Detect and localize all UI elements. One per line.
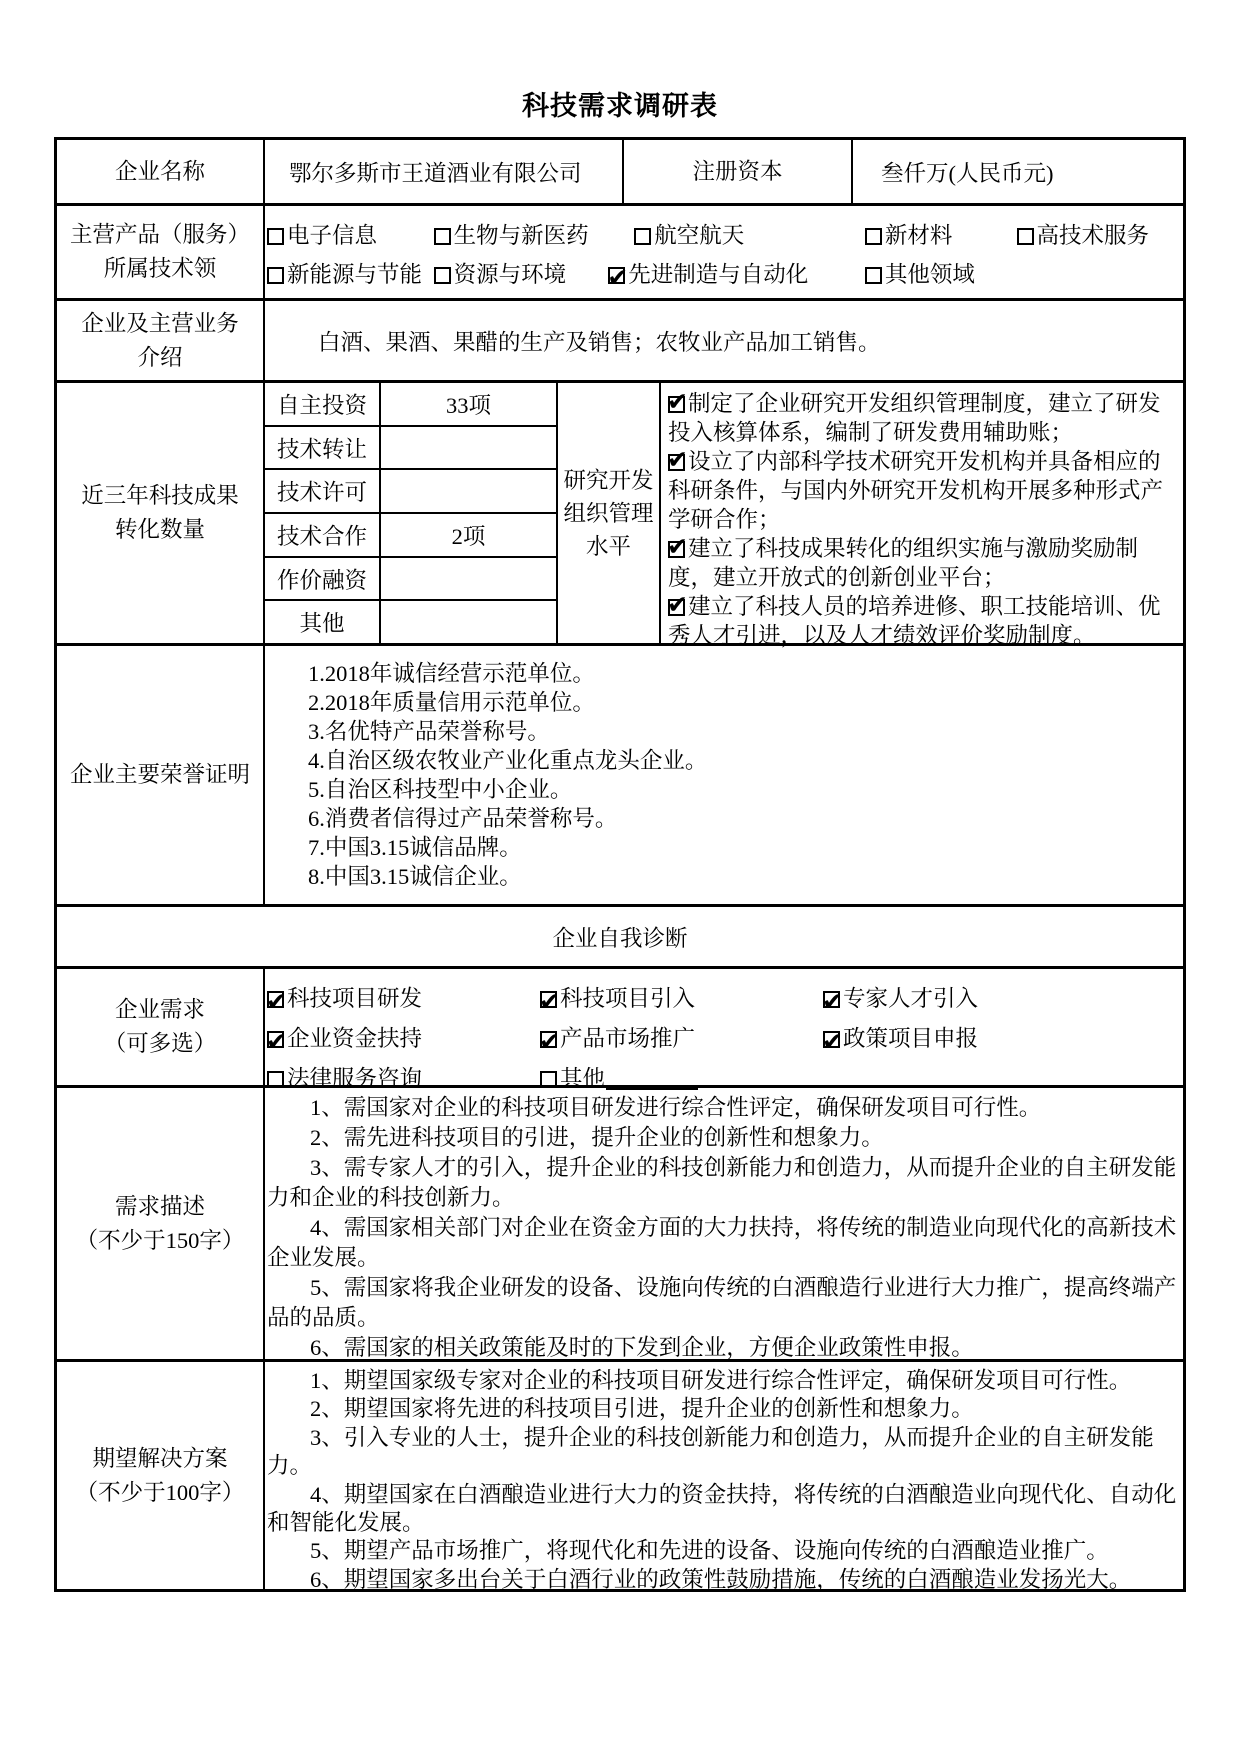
- conversion-type-label: 作价融资: [265, 558, 381, 600]
- checkbox-icon[interactable]: [540, 991, 557, 1008]
- checkbox-icon[interactable]: [267, 1071, 284, 1088]
- conversion-type-label: 技术许可: [265, 470, 381, 512]
- row-achievements: [57, 383, 1183, 646]
- honor-item: 7.中国3.15诚信品牌。: [308, 835, 522, 860]
- solution-paragraphs: [265, 1362, 1183, 1592]
- option-label: 高技术服务: [1036, 223, 1150, 248]
- row-self-diagnosis: [57, 907, 1183, 969]
- honor-item: 5.自治区科技型中小企业。: [308, 777, 573, 802]
- option-label: 产品市场推广: [560, 1026, 696, 1051]
- option-label: 新材料: [884, 223, 953, 248]
- honor-item: 8.中国3.15诚信企业。: [308, 864, 522, 889]
- self-diagnosis-header: 企业自我诊断: [552, 925, 688, 951]
- demand-paragraph: 2、需先进科技项目的引进，提升企业的创新性和想象力。: [310, 1125, 884, 1150]
- rd-management-label-line3: 水平: [585, 533, 631, 559]
- tech-field-option: [865, 216, 1011, 255]
- business-intro-label-line1: 企业及主营业务: [81, 310, 239, 336]
- tech-field-option: [434, 255, 603, 294]
- demand-label-line1: 需求描述: [114, 1193, 205, 1219]
- honors-label: 企业主要荣誉证明: [57, 646, 265, 904]
- needs-label-line2: （可多选）: [103, 1031, 217, 1056]
- option-label: 其他: [560, 1066, 606, 1091]
- solution-paragraph: 5、期望产品市场推广，将现代化和先进的设备、设施向传统的白酒酿造业推广。: [310, 1538, 1109, 1564]
- checkbox-icon[interactable]: [267, 991, 284, 1008]
- solution-label-line1: 期望解决方案: [92, 1445, 228, 1471]
- achievements-label-line1: 近三年科技成果: [81, 483, 239, 508]
- checkbox-icon[interactable]: [668, 396, 685, 413]
- option-label: 其他领域: [884, 262, 975, 287]
- conversion-type-label: 技术转让: [265, 427, 381, 469]
- rd-item-text: 设立了内部科学技术研究开发机构并具备相应的科研条件，与国内外研究开发机构开展多种形式产学研合作；: [668, 449, 1164, 532]
- rd-management-item: [668, 592, 1169, 650]
- needs-options-grid: [267, 979, 1183, 1099]
- rd-management-items: [661, 383, 1183, 648]
- survey-table: [54, 137, 1186, 1592]
- checkbox-icon[interactable]: [608, 267, 625, 284]
- needs-options: [265, 969, 1183, 1091]
- option-label: 航空航天: [654, 223, 745, 248]
- business-intro-label-line2: 介绍: [137, 344, 183, 370]
- business-intro-label: [57, 301, 265, 380]
- conversion-row: [265, 599, 556, 643]
- honors-list: [265, 646, 1183, 904]
- conversion-count-value: [381, 427, 556, 469]
- conversion-type-label: 技术合作: [265, 514, 381, 556]
- tech-field-label-line2: 所属技术领: [103, 256, 217, 281]
- conversion-subtable: [265, 383, 558, 643]
- honor-item: 6.消费者信得过产品荣誉称号。: [308, 806, 618, 831]
- checkbox-icon[interactable]: [634, 228, 651, 245]
- solution-paragraph: 4、期望国家在白酒酿造业进行大力的资金扶持，将传统的白酒酿造业向现代化、自动化和智能化发展。: [267, 1481, 1177, 1536]
- row-demand-description: [57, 1088, 1183, 1362]
- conversion-count-value: [381, 470, 556, 512]
- tech-field-options-row2: [267, 255, 1183, 294]
- conversion-type-label: 其他: [265, 601, 381, 643]
- tech-field-option: [267, 255, 428, 294]
- demand-label-line2: （不少于150字）: [75, 1227, 245, 1253]
- checkbox-icon[interactable]: [540, 1031, 557, 1048]
- business-intro-value: 白酒、果酒、果醋的生产及销售；农牧业产品加工销售。: [318, 329, 881, 355]
- tech-field-options-row1: [267, 216, 1183, 255]
- checkbox-icon[interactable]: [668, 599, 685, 616]
- demand-paragraph: 3、需专家人才的引入，提升企业的科技创新能力和创造力，从而提升企业的自主研发能力和企业的科技创新力。: [267, 1155, 1177, 1210]
- company-name-value: 鄂尔多斯市王道酒业有限公司: [265, 140, 624, 203]
- needs-label-line1: 企业需求: [114, 997, 205, 1022]
- registered-capital-value: 叁仟万(人民币元): [881, 160, 1054, 186]
- honor-item: 4.自治区级农牧业产业化重点龙头企业。: [308, 748, 708, 773]
- rd-management-label: [558, 383, 661, 643]
- solution-label: [57, 1362, 265, 1589]
- solution-paragraph: 6、期望国家多出台关于白酒行业的政策性鼓励措施，传统的白酒酿造业发扬光大。: [310, 1566, 1132, 1592]
- needs-option: [267, 979, 540, 1019]
- checkbox-icon[interactable]: [267, 1031, 284, 1048]
- demand-paragraph: 4、需国家相关部门对企业在资金方面的大力扶持，将传统的制造业向现代化的高新技术企业发展。: [267, 1215, 1177, 1270]
- needs-option: [823, 979, 1183, 1019]
- tech-field-option: [865, 255, 975, 294]
- option-label: 科技项目引入: [560, 986, 696, 1011]
- conversion-row: [265, 556, 556, 600]
- tech-field-label-line1: 主营产品（服务）: [69, 222, 250, 247]
- honor-item: 2.2018年质量信用示范单位。: [308, 690, 595, 715]
- checkbox-icon[interactable]: [540, 1071, 557, 1088]
- needs-option: [823, 1019, 1183, 1059]
- conversion-count-value: [381, 601, 556, 643]
- option-label: 生物与新医药: [453, 223, 589, 248]
- checkbox-icon[interactable]: [434, 228, 451, 245]
- achievements-label: [57, 383, 265, 643]
- needs-option: [540, 979, 823, 1019]
- row-business-intro: [57, 301, 1183, 383]
- tech-field-option: [434, 216, 629, 255]
- demand-label: [57, 1088, 265, 1359]
- rd-item-text: 制定了企业研究开发组织管理制度，建立了研发投入核算体系，编制了研发费用辅助账；: [668, 391, 1161, 445]
- conversion-count-value: [381, 558, 556, 600]
- demand-paragraph: 6、需国家的相关政策能及时的下发到企业，方便企业政策性申报。: [310, 1335, 974, 1360]
- option-label: 新能源与节能: [287, 262, 423, 287]
- other-blank-underline[interactable]: [606, 1066, 698, 1090]
- rd-item-text: 建立了科技成果转化的组织实施与激励奖励制度，建立开放式的创新创业平台；: [668, 536, 1139, 590]
- tech-field-option: [634, 216, 859, 255]
- needs-option: [267, 1019, 540, 1059]
- checkbox-icon[interactable]: [267, 267, 284, 284]
- option-label: 企业资金扶持: [287, 1026, 423, 1051]
- page-title: 科技需求调研表: [522, 91, 718, 121]
- achievements-label-line2: 转化数量: [114, 517, 205, 542]
- tech-field-option: [608, 255, 859, 294]
- demand-paragraphs: [265, 1088, 1183, 1359]
- row-honors: [57, 646, 1183, 907]
- conversion-count-value: 33项: [445, 392, 491, 418]
- conversion-type-label: 自主投资: [265, 383, 381, 425]
- checkbox-icon[interactable]: [823, 991, 840, 1008]
- option-label: 资源与环境: [453, 262, 567, 287]
- needs-option: [540, 1019, 823, 1059]
- checkbox-icon[interactable]: [865, 267, 882, 284]
- tech-field-option: [1017, 216, 1150, 255]
- option-label: 先进制造与自动化: [628, 262, 809, 287]
- solution-label-line2: （不少于100字）: [75, 1479, 245, 1505]
- rd-item-text: 建立了科技人员的培养进修、职工技能培训、优秀人才引进，以及人才绩效评价奖励制度。: [668, 594, 1161, 648]
- conversion-row: [265, 383, 556, 425]
- solution-paragraph: 2、期望国家将先进的科技项目引进，提升企业的创新性和想象力。: [310, 1396, 974, 1422]
- honor-item: 3.名优特产品荣誉称号。: [308, 719, 550, 744]
- option-label: 科技项目研发: [287, 986, 423, 1011]
- option-label: 法律服务咨询: [287, 1066, 423, 1091]
- row-needs: [57, 969, 1183, 1091]
- demand-paragraph: 1、需国家对企业的科技项目研发进行综合性评定，确保研发项目可行性。: [310, 1095, 1042, 1120]
- conversion-row: [265, 425, 556, 469]
- option-label: 专家人才引入: [843, 986, 979, 1011]
- registered-capital-label: 注册资本: [624, 140, 853, 203]
- solution-paragraph: 3、引入专业的人士，提升企业的科技创新能力和创造力，从而提升企业的自主研发能力。: [267, 1424, 1154, 1479]
- checkbox-icon[interactable]: [668, 454, 685, 471]
- option-label: 政策项目申报: [843, 1026, 979, 1051]
- checkbox-icon[interactable]: [865, 228, 882, 245]
- rd-management-item: [668, 447, 1169, 534]
- checkbox-icon[interactable]: [267, 228, 284, 245]
- checkbox-icon[interactable]: [1017, 228, 1034, 245]
- conversion-row: [265, 468, 556, 512]
- checkbox-icon[interactable]: [668, 541, 685, 558]
- checkbox-icon[interactable]: [434, 267, 451, 284]
- rd-management-label-line2: 组织管理: [563, 500, 654, 526]
- row-expected-solution: [57, 1362, 1183, 1592]
- conversion-count-value: 2项: [451, 523, 486, 549]
- demand-paragraph: 5、需国家将我企业研发的设备、设施向传统的白酒酿造行业进行大力推广，提高终端产品的品质。: [267, 1275, 1177, 1330]
- option-label: 电子信息: [287, 223, 378, 248]
- checkbox-icon[interactable]: [823, 1031, 840, 1048]
- tech-field-label: [57, 206, 265, 298]
- conversion-row: [265, 512, 556, 556]
- tech-field-options: [265, 206, 1183, 298]
- tech-field-option: [267, 216, 428, 255]
- rd-management-item: [668, 534, 1169, 592]
- rd-management-label-line1: 研究开发: [563, 467, 654, 493]
- honor-item: 1.2018年诚信经营示范单位。: [308, 661, 595, 686]
- row-tech-field: [57, 206, 1183, 301]
- company-name-label: 企业名称: [57, 140, 265, 203]
- needs-label: [57, 969, 265, 1085]
- solution-paragraph: 1、期望国家级专家对企业的科技项目研发进行综合性评定，确保研发项目可行性。: [310, 1368, 1132, 1393]
- rd-management-item: [668, 389, 1169, 447]
- row-company: [57, 140, 1183, 206]
